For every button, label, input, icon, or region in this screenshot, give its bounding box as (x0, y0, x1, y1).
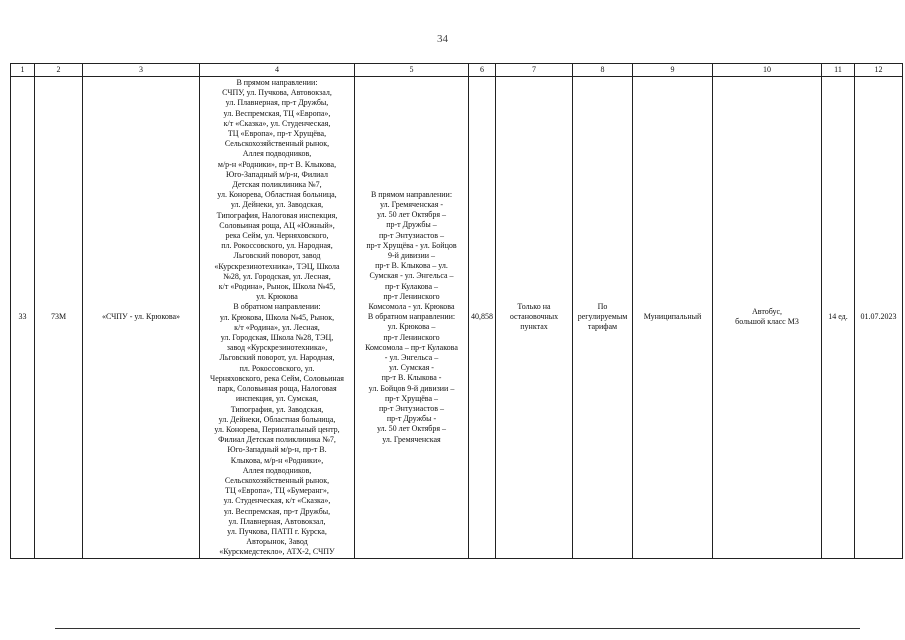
header-cell: 9 (633, 64, 713, 77)
text-line: Клыкова, м/р-н «Родники», (230, 455, 324, 465)
text-line: м/р-н «Родники», пр-т В. Клыкова, (217, 159, 337, 169)
text-line: регулируемым (577, 312, 628, 322)
text-line: №28, ул. Городская, ул. Лесная, (223, 271, 331, 281)
text-line: пр-т В. Клыкова – ул. (375, 261, 448, 271)
text-line: ул. Гремяченская (382, 434, 441, 444)
text-line: Комсомола - ул. Крюкова (368, 301, 455, 311)
routes-table (10, 63, 903, 559)
text-line: ул. Студенческая, к/т «Сказка», (223, 496, 331, 506)
text-line: ул. Бойцов 9-й дивизии – (368, 383, 455, 393)
route-number: 73М (35, 77, 83, 559)
text-line: ТЦ «Европа», ТЦ «Бумеранг», (225, 486, 329, 496)
text-line: Черняховского, река Сейм, Соловьиная (210, 373, 344, 383)
tariff-type (573, 77, 633, 559)
text-line: Сельскохозяйственный рынок, (224, 475, 330, 485)
text-line: завод «Курскрезинотехника», (226, 343, 328, 353)
text-line: ул. 50 лет Октября – (376, 210, 447, 220)
text-line: Только на (517, 301, 551, 311)
header-cell: 2 (35, 64, 83, 77)
stop-order (496, 77, 573, 559)
text-line: «Курскмедстекло», АТХ-2, СЧПУ (219, 547, 335, 557)
text-line: ул. Крюкова, Школа №45, Рынок, (219, 312, 335, 322)
text-line: Юго-Западный м/р-н, пр-т В. (227, 445, 327, 455)
text-line: В прямом направлении: (236, 78, 318, 87)
text-line: пр-т Кулакова – (384, 281, 439, 291)
table-row (11, 77, 903, 559)
text-line: ул. Дейнеки, ул. Заводская, (230, 200, 324, 210)
text-line: Детская поликлиника №7, (232, 180, 322, 190)
header-cell: 5 (355, 64, 469, 77)
text-line: СЧПУ, ул. Пучкова, Автовокзал, (222, 88, 332, 98)
text-line: пр-т Ленинского (383, 291, 440, 301)
text-line: В обратном направлении: (367, 312, 456, 322)
text-line: пр-т Энтузиастов – (378, 230, 445, 240)
stop-order-list (498, 302, 570, 333)
text-line: Льговский поворот, ул. Народная, (219, 353, 335, 363)
text-line: ул. Конорева, Перинатальный центр, (214, 424, 340, 434)
text-line: - ул. Энгельса – (384, 352, 439, 362)
text-line: пр-т Ленинского (383, 332, 440, 342)
text-line: ул. Веспремская, пр-т Дружбы, (223, 506, 331, 516)
text-line: ул. Дейнеки, Областная больница, (218, 414, 336, 424)
header-row (11, 64, 903, 77)
vehicle-list (715, 307, 819, 327)
text-line: ул. Плавнерная, пр-т Дружбы, (225, 98, 329, 108)
text-line: Сельскохозяйственный рынок, (224, 139, 330, 149)
route-name: «СЧПУ - ул. Крюкова» (83, 77, 200, 559)
header-cell: 11 (822, 64, 855, 77)
header-cell: 7 (496, 64, 573, 77)
text-line: река Сейм, ул. Черняховского, (225, 231, 329, 241)
text-line: В обратном направлении: (233, 302, 321, 312)
text-line: Сумская - ул. Энгельса – (369, 271, 454, 281)
header-cell: 3 (83, 64, 200, 77)
text-line: пл. Рокоссовского, ул. (239, 363, 315, 373)
route-streets (355, 77, 469, 559)
text-line: Комсомола – пр-т Кулакова (365, 342, 458, 352)
streets-list (357, 190, 466, 445)
stops-list (202, 78, 352, 558)
text-line: инспекция, ул. Сумская, (235, 394, 319, 404)
text-line: парк, Соловьиная роща, Налоговая (217, 384, 337, 394)
bottom-rule (55, 628, 860, 629)
vehicle-class (713, 77, 822, 559)
text-line: пр-т Дружбы - (386, 414, 437, 424)
text-line: ТЦ «Европа», пр-т Хрущёва, (227, 129, 327, 139)
text-line: В прямом направлении: (370, 189, 453, 199)
text-line: «Курскрезинотехника», ТЭЦ, Школа (214, 261, 340, 271)
text-line: Соловьиная роща, АЦ «Южный», (219, 220, 335, 230)
text-line: пр-т Энтузиастов – (378, 404, 445, 413)
start-date: 01.07.2023 (855, 77, 903, 559)
header-cell: 4 (200, 64, 355, 77)
text-line: ул. Крюкова – (387, 322, 436, 332)
text-line: пр-т Дружбы – (386, 220, 437, 230)
text-line: пр-т Хрущёва - ул. Бойцов (366, 240, 457, 250)
vehicle-count: 14 ед. (822, 77, 855, 559)
route-stops (200, 77, 355, 559)
header-cell: 8 (573, 64, 633, 77)
text-line: По (597, 301, 608, 311)
text-line: ул. Веспремская, ТЦ «Европа», (223, 108, 331, 118)
text-line: Аллея подводников, (242, 149, 312, 159)
route-length: 40,858 (469, 77, 496, 559)
text-line: Филиал Детская поликлиника №7, (218, 435, 336, 445)
text-line: 9-й дивизии – (387, 250, 436, 260)
transport-type: Муниципальный (633, 77, 713, 559)
header-cell: 6 (469, 64, 496, 77)
text-line: Типография, ул. Заводская, (230, 404, 324, 414)
text-line: Типография, Налоговая инспекция, (216, 210, 338, 220)
page-number: 34 (437, 33, 448, 45)
text-line: ул. Плавнерная, Автовокзал, (228, 516, 326, 526)
text-line: ул. Сумская - (389, 363, 434, 373)
header-cell: 1 (11, 64, 35, 77)
text-line: Автобус, (751, 307, 783, 317)
header-cell: 12 (855, 64, 903, 77)
text-line: тарифам (587, 322, 618, 332)
text-line: к/т «Сказка», ул. Студенческая, (223, 118, 331, 128)
text-line: к/т «Родина», Рынок, Школа №45, (218, 282, 336, 292)
text-line: Льговский поворот, завод (233, 251, 321, 261)
text-line: Юго-Западный м/р-н, Филиал (226, 169, 328, 179)
text-line: пунктах (520, 322, 548, 332)
tariff-list (575, 302, 630, 333)
text-line: ул. Крюкова (256, 292, 298, 302)
text-line: большой класс М3 (735, 317, 799, 327)
text-line: ул. Конорева, Областная больница, (217, 190, 337, 200)
text-line: ул. Пучкова, ПАТП г. Курска, (227, 526, 327, 536)
text-line: ул. Гремяченская - (379, 199, 444, 209)
text-line: пр-т В. Клыкова - (381, 373, 442, 383)
text-line: пл. Рокоссовского, ул. Народная, (221, 241, 333, 251)
text-line: пр-т Хрущёва – (384, 393, 439, 403)
text-line: остановочных (509, 312, 559, 322)
text-line: ул. 50 лет Октября – (376, 424, 447, 434)
row-number: 33 (11, 77, 35, 559)
text-line: Аллея подводников, (242, 465, 312, 475)
text-line: к/т «Родина», ул. Лесная, (234, 322, 320, 332)
text-line: ул. Городская, Школа №28, ТЭЦ, (220, 333, 334, 343)
text-line: Авторынок, Завод (246, 537, 308, 547)
header-cell: 10 (713, 64, 822, 77)
